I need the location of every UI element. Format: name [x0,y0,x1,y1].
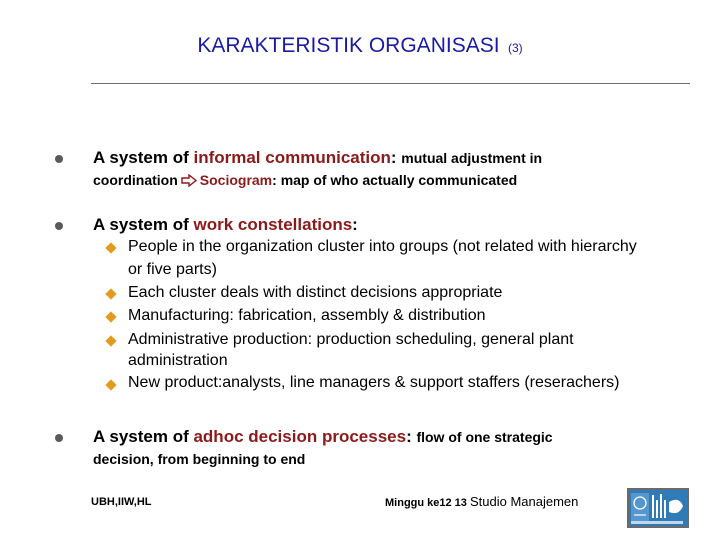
bullet-dot-icon [55,155,63,163]
point1-sociogram: Sociogram [199,172,273,188]
subpoint-line: administration [128,352,228,369]
subpoint-line: or five parts) [128,261,217,278]
subpoint-line: Manufacturing: fabrication, assembly & distribution [128,307,486,324]
diamond-bullet-icon [105,335,116,346]
diamond-bullet-icon [105,379,116,390]
point2-line1: A system of work constellations: [93,215,358,234]
point1-line1: A system of informal communication: mutual adjustment in [93,148,543,167]
subpoint-line: New product:analysts, line managers & support staffers (reserachers) [128,374,620,391]
subpoint-line: Administrative production: production scheduling, general plant [128,331,574,348]
slide-title-number: (3) [508,41,523,55]
arrow-right-icon [181,174,197,187]
point1-highlight: informal communication [193,148,391,167]
footer-left: UBH,IIW,HL [91,496,152,508]
slide-title-main: KARAKTERISTIK ORGANISASI [197,34,500,57]
diamond-bullet-icon [105,311,116,322]
diamond-bullet-icon [105,242,116,253]
footer-right [385,494,578,509]
subpoint-line: People in the organization cluster into groups (not related with hierarchy [128,238,637,255]
footer-week: Minggu ke12 13 [385,497,467,509]
point2-highlight: work constellations [193,215,353,234]
subpoint-line: Each cluster deals with distinct decisions appropriate [128,284,503,301]
point3-line2: decision, from beginning to end [93,451,306,467]
footer-studio: Studio Manajemen [469,494,579,509]
diamond-bullet-icon [105,288,116,299]
bullet-dot-icon [55,434,63,442]
point3-highlight: adhoc decision processes [193,427,407,446]
bullet-dot-icon [55,222,63,230]
slide-title [0,34,720,58]
title-divider [91,83,690,84]
point3-line1: A system of adhoc decision processes: flow of one strategic [93,427,553,446]
itb-logo-icon [627,488,689,528]
point1-line2: coordination Sociogram: map of who actually communicated [93,172,518,188]
